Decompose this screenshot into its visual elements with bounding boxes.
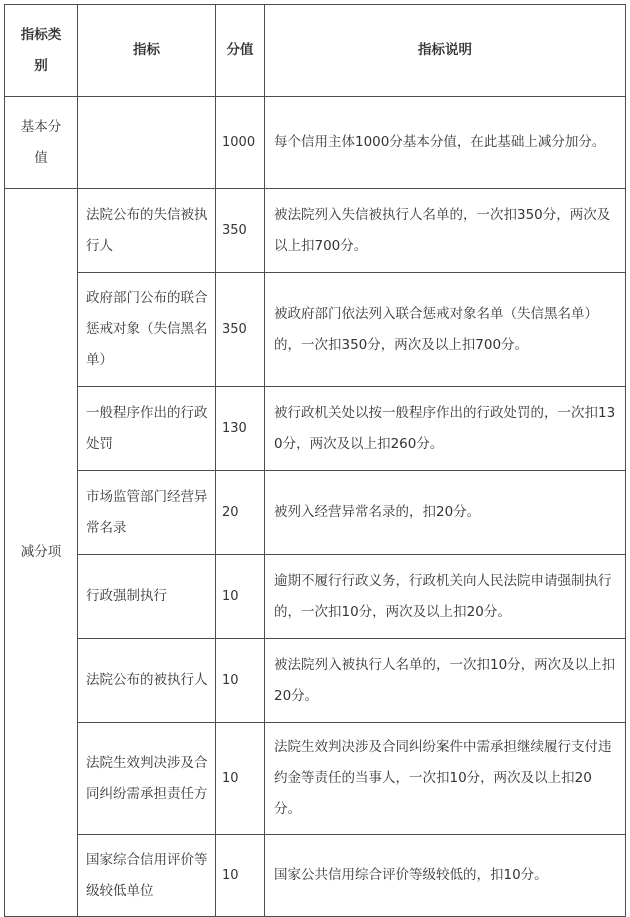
deduction-indicator-cell: 国家综合信用评价等级较低单位 xyxy=(78,835,216,917)
deduction-score-cell: 350 xyxy=(216,189,265,273)
deduction-description-cell: 法院生效判决涉及合同纠纷案件中需承担继续履行支付违约金等责任的当事人，一次扣10分，两次及以上扣20分。 xyxy=(265,723,626,835)
deduction-score-cell: 350 xyxy=(216,273,265,387)
deduction-score-cell: 10 xyxy=(216,835,265,917)
deduction-row xyxy=(5,189,626,273)
base-score-row xyxy=(5,97,626,189)
deduction-row xyxy=(5,723,626,835)
scoring-table xyxy=(4,4,626,917)
base-indicator-cell xyxy=(78,97,216,189)
deduction-description-cell: 被政府部门依法列入联合惩戒对象名单（失信黑名单）的，一次扣350分，两次及以上扣700分。 xyxy=(265,273,626,387)
header-description: 指标说明 xyxy=(265,5,626,97)
base-description-cell: 每个信用主体1000分基本分值，在此基础上减分加分。 xyxy=(265,97,626,189)
deduction-indicator-cell: 一般程序作出的行政处罚 xyxy=(78,387,216,471)
deduction-row xyxy=(5,387,626,471)
deduction-category-cell: 减分项 xyxy=(5,189,78,917)
deduction-score-cell: 10 xyxy=(216,723,265,835)
header-category: 指标类别 xyxy=(5,5,78,97)
deduction-row xyxy=(5,555,626,639)
deduction-description-cell: 被法院列入被执行人名单的，一次扣10分，两次及以上扣20分。 xyxy=(265,639,626,723)
deduction-row xyxy=(5,273,626,387)
deduction-score-cell: 20 xyxy=(216,471,265,555)
deduction-description-cell: 被法院列入失信被执行人名单的，一次扣350分，两次及以上扣700分。 xyxy=(265,189,626,273)
deduction-indicator-cell: 政府部门公布的联合惩戒对象（失信黑名单） xyxy=(78,273,216,387)
deduction-row xyxy=(5,471,626,555)
header-indicator: 指标 xyxy=(78,5,216,97)
base-category-cell: 基本分值 xyxy=(5,97,78,189)
deduction-indicator-cell: 市场监管部门经营异常名录 xyxy=(78,471,216,555)
deduction-score-cell: 10 xyxy=(216,555,265,639)
deduction-description-cell: 被列入经营异常名录的，扣20分。 xyxy=(265,471,626,555)
deduction-row xyxy=(5,835,626,917)
deduction-score-cell: 130 xyxy=(216,387,265,471)
deduction-indicator-cell: 法院公布的失信被执行人 xyxy=(78,189,216,273)
deduction-indicator-cell: 行政强制执行 xyxy=(78,555,216,639)
header-score: 分值 xyxy=(216,5,265,97)
base-score-cell: 1000 xyxy=(216,97,265,189)
deduction-row xyxy=(5,639,626,723)
deduction-indicator-cell: 法院生效判决涉及合同纠纷需承担责任方 xyxy=(78,723,216,835)
deduction-score-cell: 10 xyxy=(216,639,265,723)
deduction-description-cell: 被行政机关处以按一般程序作出的行政处罚的，一次扣130分，两次及以上扣260分。 xyxy=(265,387,626,471)
deduction-indicator-cell: 法院公布的被执行人 xyxy=(78,639,216,723)
header-row xyxy=(5,5,626,97)
deduction-description-cell: 国家公共信用综合评价等级较低的，扣10分。 xyxy=(265,835,626,917)
deduction-description-cell: 逾期不履行行政义务，行政机关向人民法院申请强制执行的，一次扣10分，两次及以上扣20分。 xyxy=(265,555,626,639)
